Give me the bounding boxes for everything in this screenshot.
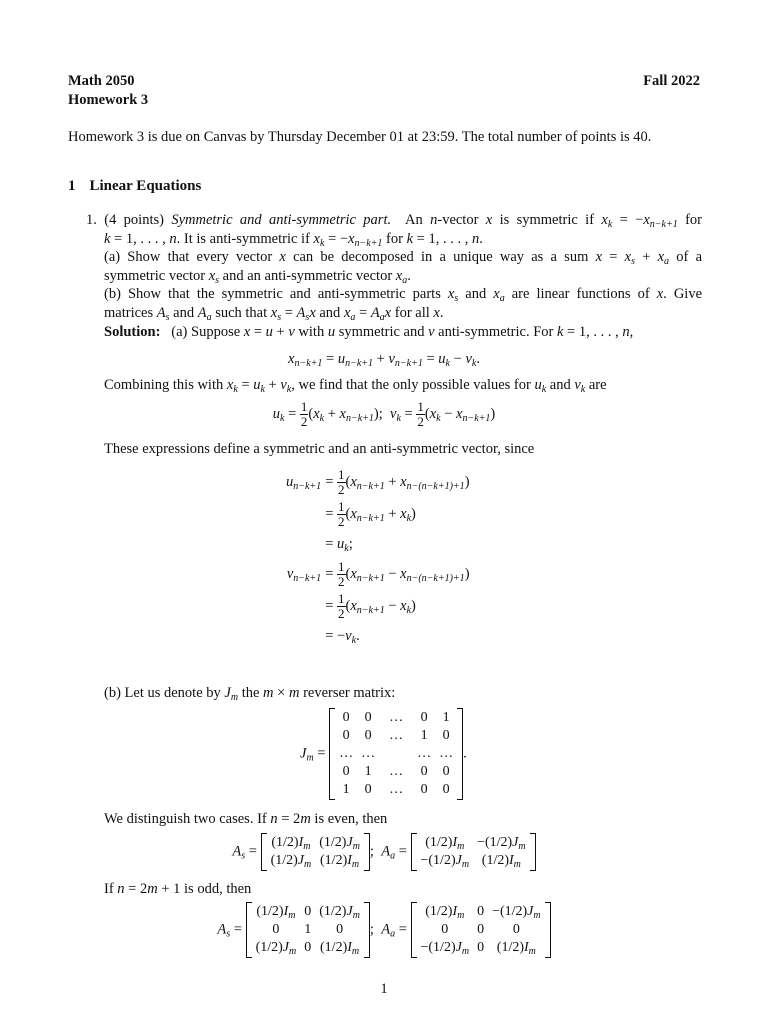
assignment-title: Homework 3 bbox=[68, 92, 149, 108]
matrix-cell: 0 bbox=[364, 782, 372, 797]
matrix-row bbox=[335, 709, 457, 727]
term-label: Fall 2022 bbox=[643, 73, 700, 89]
section-title: Linear Equations bbox=[89, 178, 202, 194]
matrix-cell: … bbox=[389, 764, 404, 779]
matrix-cell: … bbox=[439, 746, 454, 761]
section-number: 1 bbox=[68, 178, 76, 194]
course-title: Math 2050 bbox=[68, 73, 135, 89]
odd-case-intro: If n = 2m + 1 is odd, then bbox=[104, 881, 252, 897]
problem-title: Symmetric and anti-symmetric part. bbox=[171, 212, 392, 228]
matrix-cell: 1 bbox=[420, 728, 428, 743]
reverser-matrix-equation: $J_m$ = 0 0 … 0 1 0 0 … 1 0 … … … … 0 1 … 0 0 1 0 … 0 0 . bbox=[300, 708, 467, 800]
matrix-cell: … bbox=[389, 728, 404, 743]
matrix-cell: … bbox=[389, 782, 404, 797]
matrix-cell: 0 bbox=[342, 710, 350, 725]
matrix-cell: 0 bbox=[442, 728, 450, 743]
matrix-cell: 1 bbox=[442, 710, 450, 725]
matrix-row bbox=[335, 781, 457, 799]
matrix-cell: 1 bbox=[364, 764, 372, 779]
matrix-cell bbox=[379, 745, 413, 763]
even-case-matrices: $A_s$ = $(1/2)I_m$ $(1/2)J_m$ $(1/2)J_m$ $(1/2)I_m$ ; $A_a$ = $(1/2)I_m$ $-(1/2)J_m$ $-(1/2)J_m$ $(1/2)I_m$ bbox=[0, 833, 768, 871]
matrix-cell: 0 bbox=[442, 764, 450, 779]
odd-case-matrices: $A_s$ = $(1/2)I_m$ 0 $(1/2)J_m$ 0 1 0 $(1/2)J_m$ 0 $(1/2)I_m$ ; $A_a$ = $(1/2)I_m$ 0 $-(1/2)J_m$ 0 0 0 $-(1/2)J_m$ 0 $(1/2)I_m$ bbox=[0, 902, 768, 958]
aligned-equations: $u_{n-k+1}$ = $\frac{1}{2}$ $(x_{n-k+1} + x_{n-(n-k+1)+1})$ = $\frac{1}{2}$ $(x_{n-k+1} + x_k)$ = $u_k$; $v_{n-k+1}$ = $\frac{1}{2}$ $(x_{n-k+1} - x_{n-(n-k+1)+1})$ = $\frac{1}{2}$ $(x_{n-k+1} - x_k)$ = $-v_k$. bbox=[286, 466, 470, 646]
matrix-cell: … bbox=[361, 746, 376, 761]
problem-number: 1. bbox=[86, 212, 97, 228]
combine-text: Combining this with $x_k = u_k + v_k$, we find that the only possible values for $u_k$ and $v_k$ are bbox=[104, 377, 607, 395]
due-notice: Homework 3 is due on Canvas by Thursday December 01 at 23:59. The total number of points is 40. bbox=[68, 129, 652, 145]
matrix-cell: 0 bbox=[420, 764, 428, 779]
matrix-cell: 0 bbox=[342, 764, 350, 779]
problem-points: (4 points) bbox=[104, 212, 164, 228]
matrix-cell: … bbox=[417, 746, 432, 761]
matrix-row bbox=[335, 763, 457, 781]
problem-statement: 1. (4 points) Symmetric and anti-symmetric part. An n-vector x is symmetric if $x_k = -x_{n-k+1}$ for k = 1, . . . , n. It is anti-symmetric if $x_k = -x_{n-k+1}$ for k = 1, . . . , n. (a) Show that every vector x can be decomposed in a unique way as a sum $x = x_s + x_a$ of a symmetric vector $x_s$ and an anti-symmetric vector $x_a$. (b) Show that the symmetric and anti-symmetric parts $x_s$ and $x_a$ are linear functions of x. Give matrices $A_s$ and $A_a$ such that $x_s = A_sx$ and $x_a = A_ax$ for all x. Solution: (a) Suppose x = u + v with u symmetric and v anti-symmetric. For k = 1, . . . , n, bbox=[86, 212, 703, 340]
matrix-cell: … bbox=[339, 746, 354, 761]
define-text: These expressions define a symmetric and an anti-symmetric vector, since bbox=[104, 441, 535, 457]
matrix-cell: 1 bbox=[342, 782, 350, 797]
matrix-cell: 0 bbox=[342, 728, 350, 743]
matrix-row bbox=[335, 745, 457, 763]
matrix-row bbox=[335, 727, 457, 745]
matrix-cell: 0 bbox=[364, 710, 372, 725]
section-heading bbox=[68, 177, 201, 196]
equation-decomposition: $x_{n-k+1} = u_{n-k+1} + v_{n-k+1} = u_k - v_k$. bbox=[288, 351, 480, 369]
equation-uk-vk: $u_k$ = $\frac{1}{2}$ $(x_k + x_{n-k+1})$; $v_k$ = $\frac{1}{2}$ $(x_k - x_{n-k+1})$ bbox=[272, 399, 496, 429]
cases-intro: We distinguish two cases. If n = 2m is even, then bbox=[104, 811, 388, 827]
page-number: 1 bbox=[380, 981, 388, 997]
matrix-cell: 0 bbox=[420, 782, 428, 797]
reverser-matrix bbox=[329, 708, 463, 800]
matrix-cell: 0 bbox=[420, 710, 428, 725]
matrix-cell: 0 bbox=[442, 782, 450, 797]
solution-label: Solution: bbox=[104, 323, 161, 340]
part-b-intro: (b) Let us denote by $J_m$ the m × m reverser matrix: bbox=[104, 685, 396, 703]
matrix-cell: … bbox=[389, 710, 404, 725]
matrix-cell: 0 bbox=[364, 728, 372, 743]
